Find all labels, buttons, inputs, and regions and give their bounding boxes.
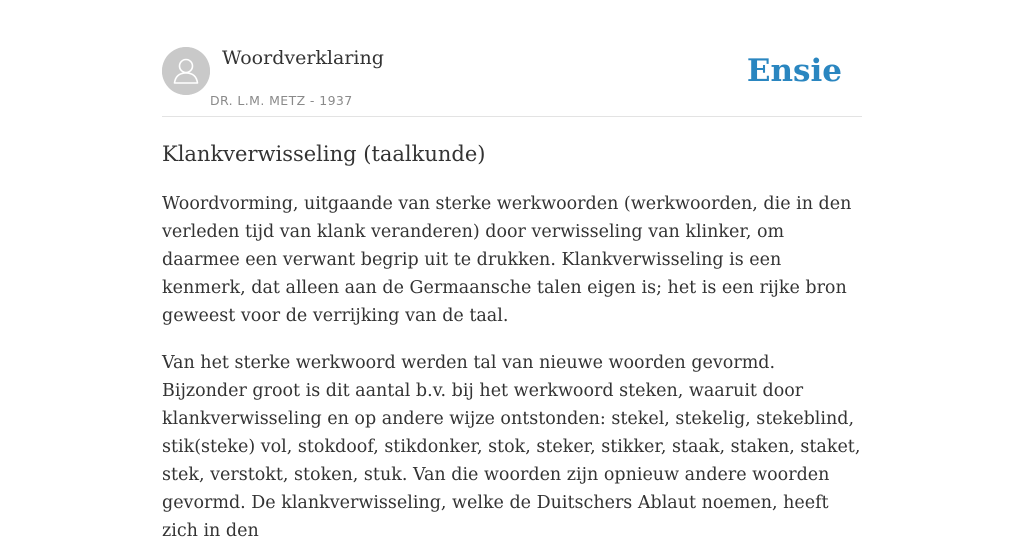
- source-title[interactable]: Woordverklaring: [222, 47, 384, 69]
- article-paragraph: Van het sterke werkwoord werden tal van nieuwe woorden gevormd. Bijzonder groot is dit aantal b.v. bij het werkwoord steken, waaruit door klankverwisseling en op andere wijze ontstonden: stekel, stekelig, stekeblind, stik(steke) vol, stokdoof, stikdonker, stok, steker, stikker, staak, staken, staket, stek, verstokt, stoken, stuk. Van die woorden zijn opnieuw andere woorden gevormd. De klankverwisseling, welke de Duitschers Ablaut noemen, heeft zich in den: [162, 353, 861, 541]
- article: [162, 138, 862, 545]
- source-author-year: DR. L.M. METZ - 1937: [210, 93, 353, 108]
- source-header: [162, 46, 862, 117]
- article-title: Klankverwisseling (taalkunde): [162, 142, 486, 166]
- person-outline-icon: [162, 47, 210, 95]
- user-avatar-icon: [162, 47, 210, 95]
- ensie-logo[interactable]: Ensie: [746, 53, 842, 89]
- article-paragraph: Woordvorming, uitgaande van sterke werkwoorden (werkwoorden, die in den verleden tijd van klank veranderen) door verwisseling van klinker, om daarmee een verwant begrip uit te drukken. Klankverwisseling is een kenmerk, dat alleen aan de Germaansche talen eigen is; het is een rijke bron geweest voor de verrijking van de taal.: [162, 194, 852, 326]
